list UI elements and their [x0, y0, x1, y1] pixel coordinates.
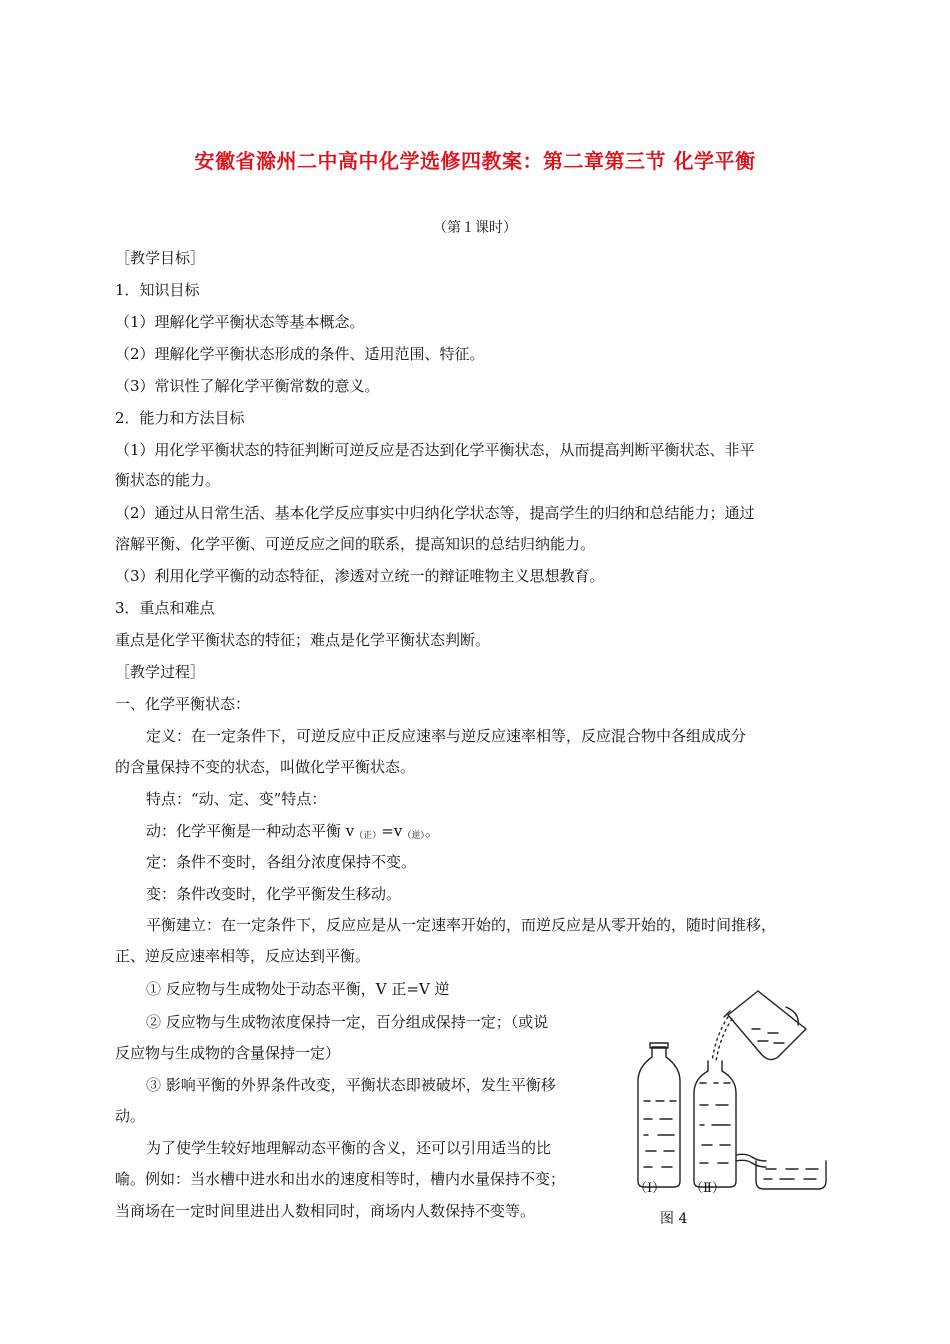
figure-caption: 图 4	[660, 1211, 688, 1227]
point-3-line-2: 动。	[115, 1107, 146, 1125]
ability-item-1-line-1: （1）用化学平衡状态的特征判断可逆反应是否达到化学平衡状态，从而提高判断平衡状态、非平	[115, 441, 755, 459]
definition-line-2: 的含量保持不变的状态，叫做化学平衡状态。	[115, 758, 416, 776]
document-title: 安徽省滁州二中高中化学选修四教案：第二章第三节 化学平衡	[194, 149, 756, 173]
change-line: 变：条件改变时，化学平衡发生移动。	[146, 885, 402, 903]
key-text: 重点是化学平衡状态的特征；难点是化学平衡状态判断。	[115, 631, 491, 649]
analogy-line-1: 为了使学生较好地理解动态平衡的含义，还可以引用适当的比	[146, 1139, 552, 1157]
bottle-2-icon	[694, 1061, 766, 1187]
ability-item-1-line-2: 衡状态的能力。	[115, 471, 221, 489]
reverse-subscript: （逆）	[402, 831, 425, 841]
part1-heading: 一、化学平衡状态：	[115, 695, 251, 713]
ability-heading: 2．能力和方法目标	[115, 409, 245, 427]
point-2-line-1: ② 反应物与生成物浓度保持一定，百分组成保持一定；（或说	[146, 1013, 549, 1031]
knowledge-heading: 1．知识目标	[115, 281, 200, 299]
analogy-line-3: 当商场在一定时间里进出人数相同时，商场内人数保持不变等。	[115, 1202, 536, 1220]
water-stream-icon	[712, 1017, 732, 1061]
dynamic-line	[146, 821, 440, 846]
point-2-line-2: 反应物与生成物的含量保持一定）	[115, 1044, 341, 1062]
ability-item-3: （3）利用化学平衡的动态特征，渗透对立统一的辩证唯物主义思想教育。	[115, 567, 605, 585]
analogy-line-2: 喻。例如：当水槽中进水和出水的速度相等时，槽内水量保持不变；	[115, 1170, 566, 1188]
figure-label-1: （Ⅰ）	[634, 1181, 666, 1196]
feature-line: 特点：“动、定、变”特点：	[146, 790, 327, 808]
lesson-subtitle: （第１课时）	[433, 220, 517, 236]
knowledge-item-2: （2）理解化学平衡状态形成的条件、适用范围、特征。	[115, 345, 485, 363]
figure-label-2: （Ⅱ）	[690, 1181, 725, 1196]
dynamic-equals: =v	[381, 822, 403, 840]
point-1: ① 反应物与生成物处于动态平衡，V 正=V 逆	[146, 980, 450, 998]
establish-line-1: 平衡建立：在一定条件下，反应应是从一定速率开始的，而逆反应是从零开始的，随时间推移，	[146, 916, 777, 934]
ability-item-2-line-1: （2）通过从日常生活、基本化学反应事实中归纳化学状态等，提高学生的归纳和总结能力；通过	[115, 504, 755, 522]
dynamic-end: 。	[424, 822, 440, 840]
point-3-line-1: ③ 影响平衡的外界条件改变，平衡状态即被破坏，发生平衡移	[146, 1076, 556, 1094]
trough-icon	[756, 1161, 826, 1189]
goals-header: ［教学目标］	[115, 249, 206, 267]
process-header: ［教学过程］	[115, 663, 206, 681]
knowledge-item-3: （3）常识性了解化学平衡常数的意义。	[115, 377, 380, 395]
dynamic-prefix: 动：化学平衡是一种动态平衡 v	[146, 822, 355, 840]
bottle-1-icon	[638, 1043, 680, 1187]
fixed-line: 定：条件不变时，各组分浓度保持不变。	[146, 853, 417, 871]
key-heading: 3．重点和难点	[115, 599, 215, 617]
beaker-icon	[724, 991, 806, 1060]
establish-line-2: 正、逆反应速率相等，反应达到平衡。	[115, 947, 371, 965]
knowledge-item-1: （1）理解化学平衡状态等基本概念。	[115, 313, 365, 331]
definition-line-1: 定义：在一定条件下，可逆反应中正反应速率与逆反应速率相等，反应混合物中各组成成分	[146, 727, 747, 745]
ability-item-2-line-2: 溶解平衡、化学平衡、可逆反应之间的联系，提高知识的总结归纳能力。	[115, 535, 596, 553]
forward-subscript: （正）	[354, 831, 382, 841]
